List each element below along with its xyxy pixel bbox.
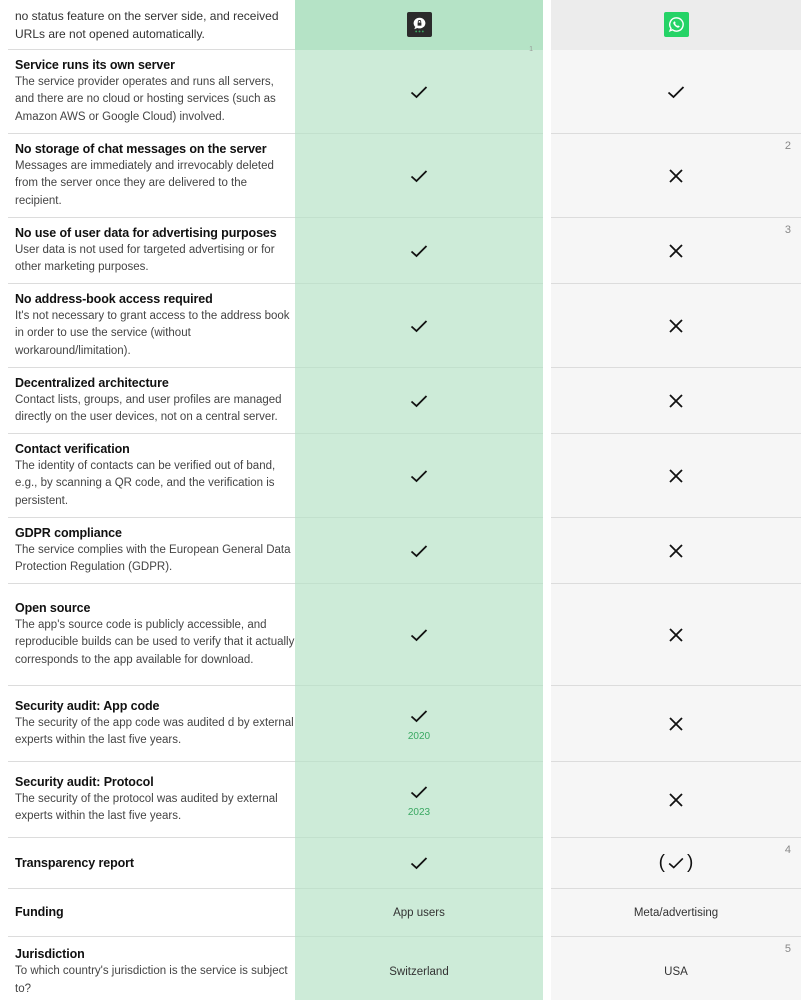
threema-value-cell [295,584,543,686]
feature-title: No storage of chat messages on the server [15,141,267,156]
feature-description: The security of the protocol was audited by external experts within the last five years. [15,792,278,822]
feature-label-cell [8,762,295,838]
whatsapp-value-cell [551,218,801,284]
feature-label-cell [8,937,295,1000]
check-icon [408,465,430,487]
whatsapp-value-cell [551,838,801,889]
feature-title: Contact verification [15,441,130,456]
footnote-marker[interactable]: 1 [529,46,533,53]
table-row [0,889,801,937]
table-row [0,434,801,518]
audit-year: 2020 [407,731,431,742]
table-row [0,584,801,686]
intro-text-line: no status feature on the server side, and received [15,9,279,23]
cross-icon [665,165,687,187]
whatsapp-value-cell [551,434,801,518]
check-icon [408,165,430,187]
whatsapp-value-cell [551,686,801,762]
check-icon [408,240,430,262]
feature-label-cell [8,434,295,518]
feature-label-cell [8,889,295,937]
feature-description: User data is not used for targeted advertising or for other marketing purposes. [15,243,275,273]
feature-label-cell [8,686,295,762]
feature-label-cell [8,518,295,584]
feature-title: Funding [15,905,64,919]
threema-value-cell [295,284,543,368]
feature-title: No address-book access required [15,291,213,306]
check-icon [408,852,430,874]
feature-description: Contact lists, groups, and user profiles are managed directly on the user devices, not on a central server. [15,393,282,423]
audit-year: 2023 [407,807,431,818]
footnote-marker[interactable]: 3 [784,224,791,236]
feature-description: The app's source code is publicly accessible, and reproducible builds can be used to verify that it actually corresponds to the app available for download. [15,618,295,666]
check-icon [665,81,687,103]
feature-label-cell [8,838,295,889]
cross-icon [665,390,687,412]
threema-value-cell [295,937,543,1000]
threema-value-cell [295,134,543,218]
feature-description: The identity of contacts can be verified out of band, e.g., by scanning a QR code, and the verification is persistent. [15,459,276,507]
partial-check-icon: ( ) [658,852,694,873]
threema-header-cell [295,0,543,50]
threema-value-cell [295,218,543,284]
whatsapp-value-cell [551,134,801,218]
whatsapp-value-cell [551,584,801,686]
cross-icon [665,789,687,811]
cross-icon [665,315,687,337]
intro-text-cell [8,0,295,50]
jurisdiction-value: USA [664,966,688,978]
threema-value-cell [295,518,543,584]
feature-label-cell [8,284,295,368]
table-row [0,46,801,134]
check-icon [408,81,430,103]
check-icon [408,315,430,337]
cross-icon [665,713,687,735]
whatsapp-logo-icon[interactable] [664,12,689,37]
feature-description: The security of the app code was audited d by external experts within the last five years. [15,716,294,746]
whatsapp-value-cell [551,937,801,1000]
funding-value: App users [393,906,445,919]
jurisdiction-value: Switzerland [389,966,449,978]
feature-label-cell [8,218,295,284]
cross-icon [665,240,687,262]
table-row [0,218,801,284]
threema-logo-icon[interactable] [407,12,432,37]
whatsapp-value-cell [551,518,801,584]
feature-description: It's not necessary to grant access to the address book in order to use the service (without workaround/limitation). [15,309,290,357]
cross-icon [665,624,687,646]
table-row [0,838,801,889]
feature-title: Security audit: Protocol [15,774,154,789]
table-row [0,134,801,218]
threema-value-cell [295,889,543,937]
threema-value-cell [295,686,543,762]
check-icon [408,624,430,646]
footnote-marker[interactable]: 2 [784,140,791,152]
whatsapp-value-cell [551,50,801,134]
footnote-marker[interactable]: 5 [784,943,791,955]
table-row [0,284,801,368]
threema-value-cell [295,838,543,889]
funding-value: Meta/advertising [633,906,719,919]
feature-description: To which country's jurisdiction is the service is subject to? [15,965,288,995]
check-icon [408,705,430,727]
cross-icon [665,465,687,487]
feature-description: The service provider operates and runs all servers, and there are no cloud or hosting services (such as Amazon AWS or Google Cloud) involved. [15,75,276,123]
whatsapp-value-cell [551,368,801,434]
table-header-row [0,0,801,50]
whatsapp-value-cell [551,889,801,937]
table-row [0,762,801,838]
feature-label-cell [8,134,295,218]
feature-title: Security audit: App code [15,698,160,713]
feature-title: Open source [15,600,91,615]
check-icon [408,540,430,562]
feature-label-cell [8,584,295,686]
feature-label-cell [8,368,295,434]
table-row [0,368,801,434]
feature-title: GDPR compliance [15,525,122,540]
whatsapp-value-cell [551,762,801,838]
whatsapp-value-cell [551,284,801,368]
threema-value-cell [295,762,543,838]
check-icon [408,390,430,412]
feature-description: The service complies with the European General Data Protection Regulation (GDPR). [15,543,291,573]
feature-title: Transparency report [15,855,134,870]
feature-label-cell [8,50,295,134]
footnote-marker[interactable]: 4 [784,844,791,856]
table-row [0,686,801,762]
cross-icon [665,540,687,562]
feature-title: Service runs its own server [15,57,175,72]
table-row [0,518,801,584]
threema-value-cell [295,368,543,434]
feature-description: Messages are immediately and irrevocably deleted from the server once they are delivered to the recipient. [15,159,274,207]
table-row [0,937,801,1000]
feature-title: Jurisdiction [15,947,85,961]
intro-text-line: URLs are not opened automatically. [15,26,205,41]
threema-value-cell [295,46,543,134]
feature-title: Decentralized architecture [15,375,169,390]
feature-title: No use of user data for advertising purposes [15,225,277,240]
check-icon [408,781,430,803]
threema-value-cell [295,434,543,518]
whatsapp-header-cell [551,0,801,50]
